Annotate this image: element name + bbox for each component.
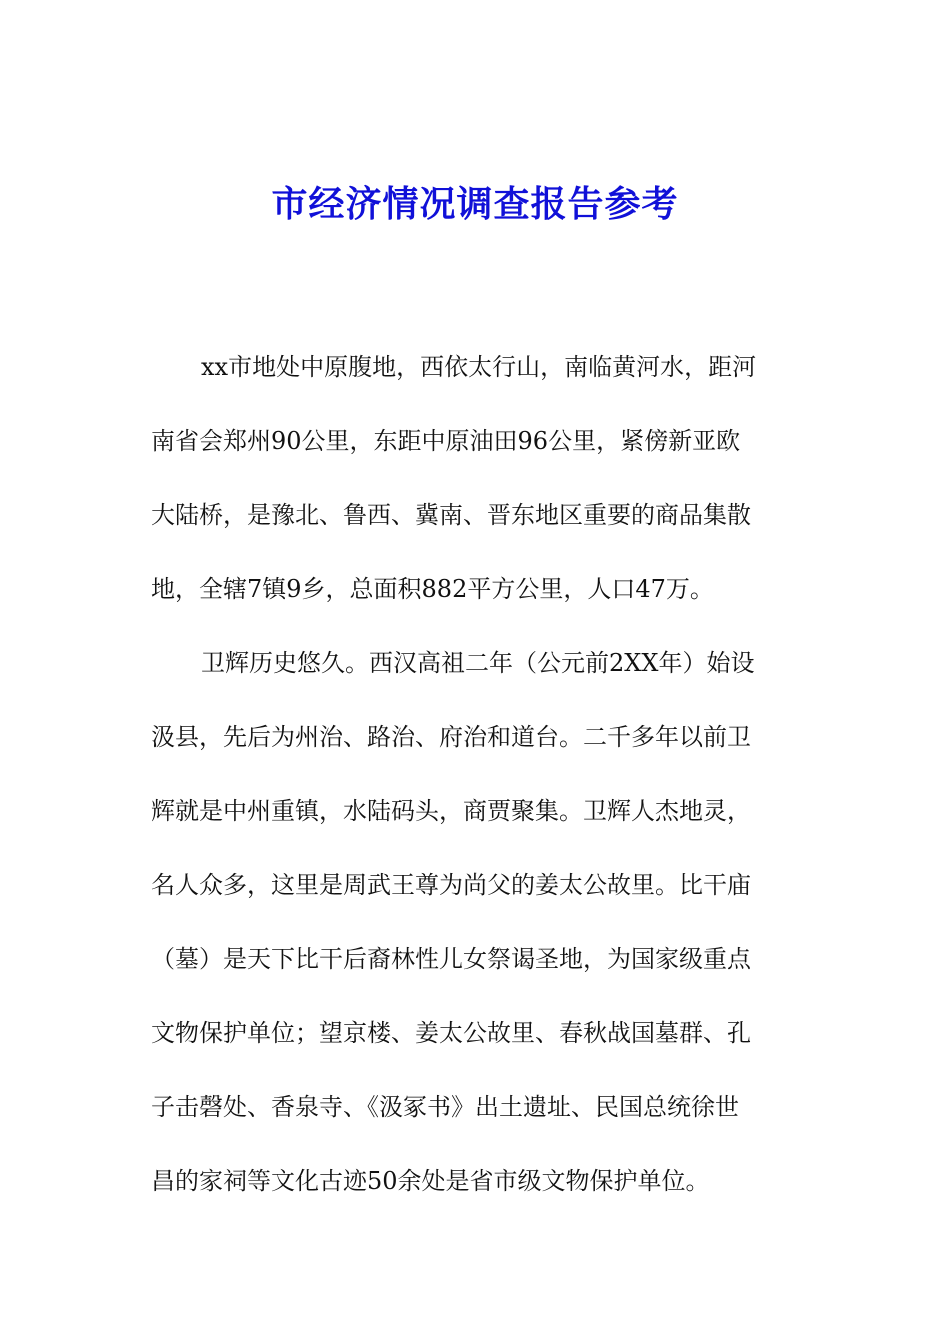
paragraph-line: 辉就是中州重镇，水陆码头，商贾聚集。卫辉人杰地灵，	[151, 797, 751, 825]
paragraph-line: 地，全辖7镇9乡，总面积882平方公里，人口47万。	[151, 575, 714, 603]
document-title: 市经济情况调查报告参考	[271, 183, 679, 225]
paragraph-line: 卫辉历史悠久。西汉高祖二年（公元前2XX年）始设	[201, 649, 755, 677]
paragraph-line: 文物保护单位；望京楼、姜太公故里、春秋战国墓群、孔	[151, 1019, 751, 1047]
document-body	[151, 330, 801, 1218]
paragraph-line: 南省会郑州90公里，东距中原油田96公里，紧傍新亚欧	[151, 427, 741, 455]
paragraph-line: 子击磬处、香泉寺、《汲冢书》出土遗址、民国总统徐世	[151, 1093, 739, 1121]
paragraph-line: 汲县，先后为州治、路治、府治和道台。二千多年以前卫	[151, 723, 751, 751]
paragraph-line: （墓）是天下比干后裔林性儿女祭谒圣地，为国家级重点	[151, 945, 751, 973]
paragraph-line: 名人众多，这里是周武王尊为尚父的姜太公故里。比干庙	[151, 871, 751, 899]
paragraph-line: 昌的家祠等文化古迹50余处是省市级文物保护单位。	[151, 1167, 710, 1195]
paragraph-history	[151, 626, 801, 1218]
paragraph-line: xx市地处中原腹地，西依太行山，南临黄河水，距河	[201, 353, 757, 381]
paragraph-line: 大陆桥，是豫北、鲁西、冀南、晋东地区重要的商品集散	[151, 501, 751, 529]
paragraph-location	[151, 330, 801, 626]
